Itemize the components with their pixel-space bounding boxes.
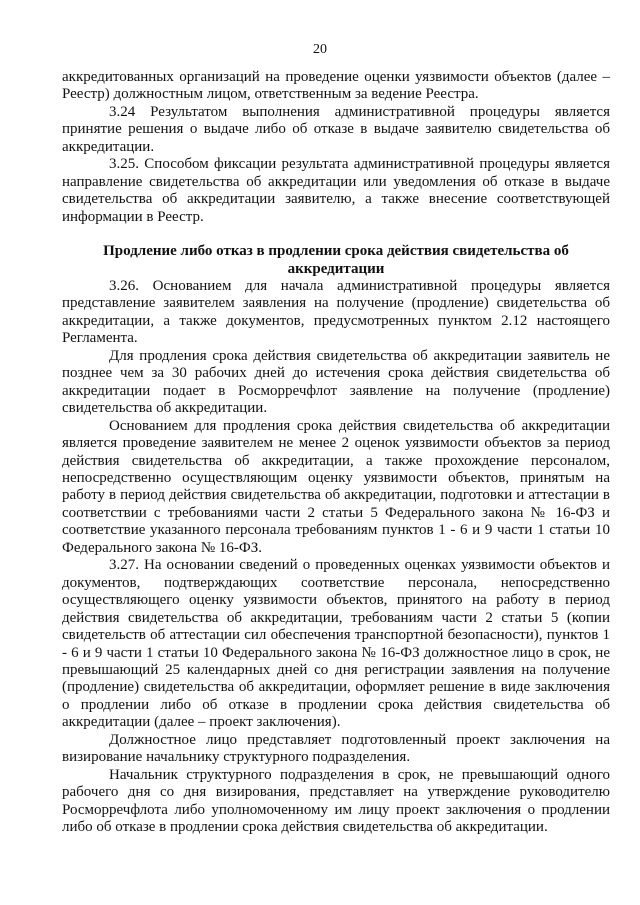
page-number: 20	[313, 42, 327, 57]
paragraph-3-24: 3.24 Результатом выполнения административной процедуры является принятие решения о выдаче либо об отказе в выдаче заявителю свидетельства об аккредитации.	[62, 103, 610, 155]
paragraph-renewal-application: Для продления срока действия свидетельства об аккредитации заявитель не позднее чем за 30 рабочих дней до истечения срока действия свидетельства об аккредитации подает в Росморречфлот заявление на получение (продление) свидетельства об аккредитации.	[62, 347, 610, 417]
paragraph-3-26: 3.26. Основанием для начала административной процедуры является представление заявителем заявления на получение (продление) свидетельства об аккредитации, а также документов, предусмотренных пунктом 2.12 настоящего Регламента.	[62, 277, 610, 347]
paragraph-3-25: 3.25. Способом фиксации результата административной процедуры является направление свидетельства об аккредитации или уведомления об отказе в выдаче свидетельства об аккредитации заявителю, а также внесение соответствующей информации в Реестр.	[62, 156, 610, 225]
paragraph-3-27: 3.27. На основании сведений о проведенных оценках уязвимости объектов и документов, подтверждающих соответствие персонала, непосредственно осуществляющего оценку уязвимости объектов, принятого на работу в период действия свидетельства об аккредитации, требованиям части 2 статьи 5 (копии свидетельств об аттестации сил обеспечения транспортной безопасности), пунктов 1 - 6 и 9 части 1 статьи 10 Федерального закона № 16-ФЗ должностное лицо в срок, не превышающий 25 календарных дней со дня регистрации заявления на получение (продление) свидетельства об аккредитации, оформляет решение в виде заключения о продлении либо об отказе в продлении срока действия свидетельства об аккредитации (далее – проект заключения).	[62, 557, 610, 731]
paragraph-head-approval: Начальник структурного подразделения в срок, не превышающий одного рабочего дня со дня визирования, представляет на утверждение руководителю Росморречфлота либо уполномоченному им лицу проект заключения о продлении либо об отказе в продлении срока действия свидетельства об аккредитации.	[62, 766, 610, 836]
paragraph-registry-continuation: аккредитованных организаций на проведение оценки уязвимости объектов (далее – Реестр) должностным лицом, ответственным за ведение Реестра.	[62, 69, 610, 103]
paragraph-renewal-grounds: Основанием для продления срока действия свидетельства об аккредитации является проведение заявителем не менее 2 оценок уязвимости объектов за период действия свидетельства об аккредитации, а также прохождение персоналом, непосредственно осуществляющим оценку уязвимости объектов, принятым на работу в период действия свидетельства об аккредитации, подготовки и аттестации в соответствии с требованиями части 2 статьи 5 Федерального закона № 16-ФЗ и соответствие указанного персонала требованиям пунктов 1 - 6 и 9 части 1 статьи 10 Федерального закона № 16-ФЗ.	[62, 417, 610, 556]
section-heading: Продление либо отказ в продлении срока действия свидетельства об аккредитации	[103, 243, 569, 277]
paragraph-official-submits: Должностное лицо представляет подготовленный проект заключения на визирование начальнику структурного подразделения.	[62, 731, 610, 766]
document-body	[62, 69, 610, 836]
